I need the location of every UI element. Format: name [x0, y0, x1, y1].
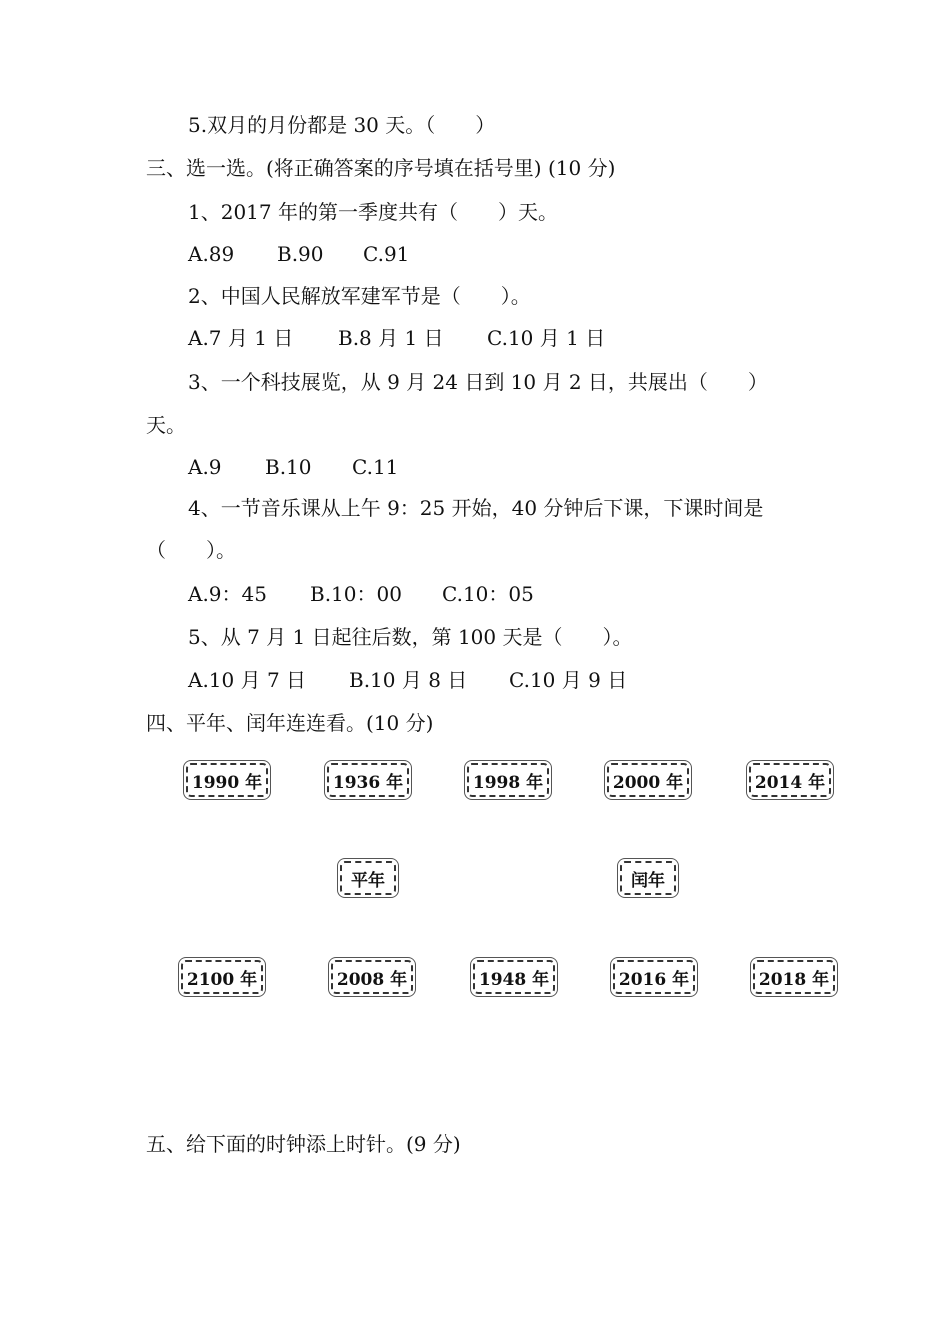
question-4: 4、一节音乐课从上午 9：25 开始，40 分钟后下课，下课时间是: [188, 496, 764, 520]
q2-option-a: A.7 月 1 日: [188, 326, 294, 350]
q5-option-a: A.10 月 7 日: [188, 668, 307, 692]
category-card-leap-year[interactable]: 闰年: [620, 861, 676, 895]
question-1: 1、2017 年的第一季度共有（ ）天。: [188, 200, 558, 224]
q1-option-a: A.89: [188, 242, 235, 266]
year-card[interactable]: 1936 年: [327, 763, 409, 797]
category-card-common-year[interactable]: 平年: [340, 861, 396, 895]
question-4-continued: （ ）。: [146, 538, 236, 562]
year-card[interactable]: 1990 年: [186, 763, 268, 797]
q3-option-b: B.10: [265, 455, 312, 479]
section-3-title: 三、选一选。(将正确答案的序号填在括号里) (10 分): [146, 156, 616, 180]
q1-option-b: B.90: [277, 242, 324, 266]
year-card[interactable]: 2018 年: [753, 960, 835, 994]
q3-option-a: A.9: [188, 455, 222, 479]
year-card[interactable]: 2000 年: [607, 763, 689, 797]
section-4-title: 四、平年、闰年连连看。(10 分): [146, 711, 434, 735]
question-5: 5、从 7 月 1 日起往后数，第 100 天是（ ）。: [188, 625, 633, 649]
year-card[interactable]: 1998 年: [467, 763, 549, 797]
section-5-title: 五、给下面的时钟添上时针。(9 分): [146, 1132, 461, 1156]
q1-option-c: C.91: [363, 242, 410, 266]
year-card[interactable]: 1948 年: [473, 960, 555, 994]
question-3-continued: 天。: [146, 413, 186, 437]
year-card[interactable]: 2014 年: [749, 763, 831, 797]
q4-option-c: C.10：05: [442, 582, 534, 606]
judge-question-5: 5.双月的月份都是 30 天。（ ）: [188, 113, 496, 137]
q5-option-b: B.10 月 8 日: [349, 668, 468, 692]
q4-option-b: B.10：00: [310, 582, 402, 606]
q4-option-a: A.9：45: [188, 582, 267, 606]
q2-option-c: C.10 月 1 日: [487, 326, 606, 350]
q2-option-b: B.8 月 1 日: [338, 326, 444, 350]
year-card[interactable]: 2016 年: [613, 960, 695, 994]
question-3: 3、一个科技展览，从 9 月 24 日到 10 月 2 日，共展出（ ）: [188, 370, 768, 394]
q5-option-c: C.10 月 9 日: [509, 668, 628, 692]
year-card[interactable]: 2100 年: [181, 960, 263, 994]
question-2: 2、中国人民解放军建军节是（ ）。: [188, 284, 531, 308]
q3-option-c: C.11: [352, 455, 399, 479]
year-card[interactable]: 2008 年: [331, 960, 413, 994]
